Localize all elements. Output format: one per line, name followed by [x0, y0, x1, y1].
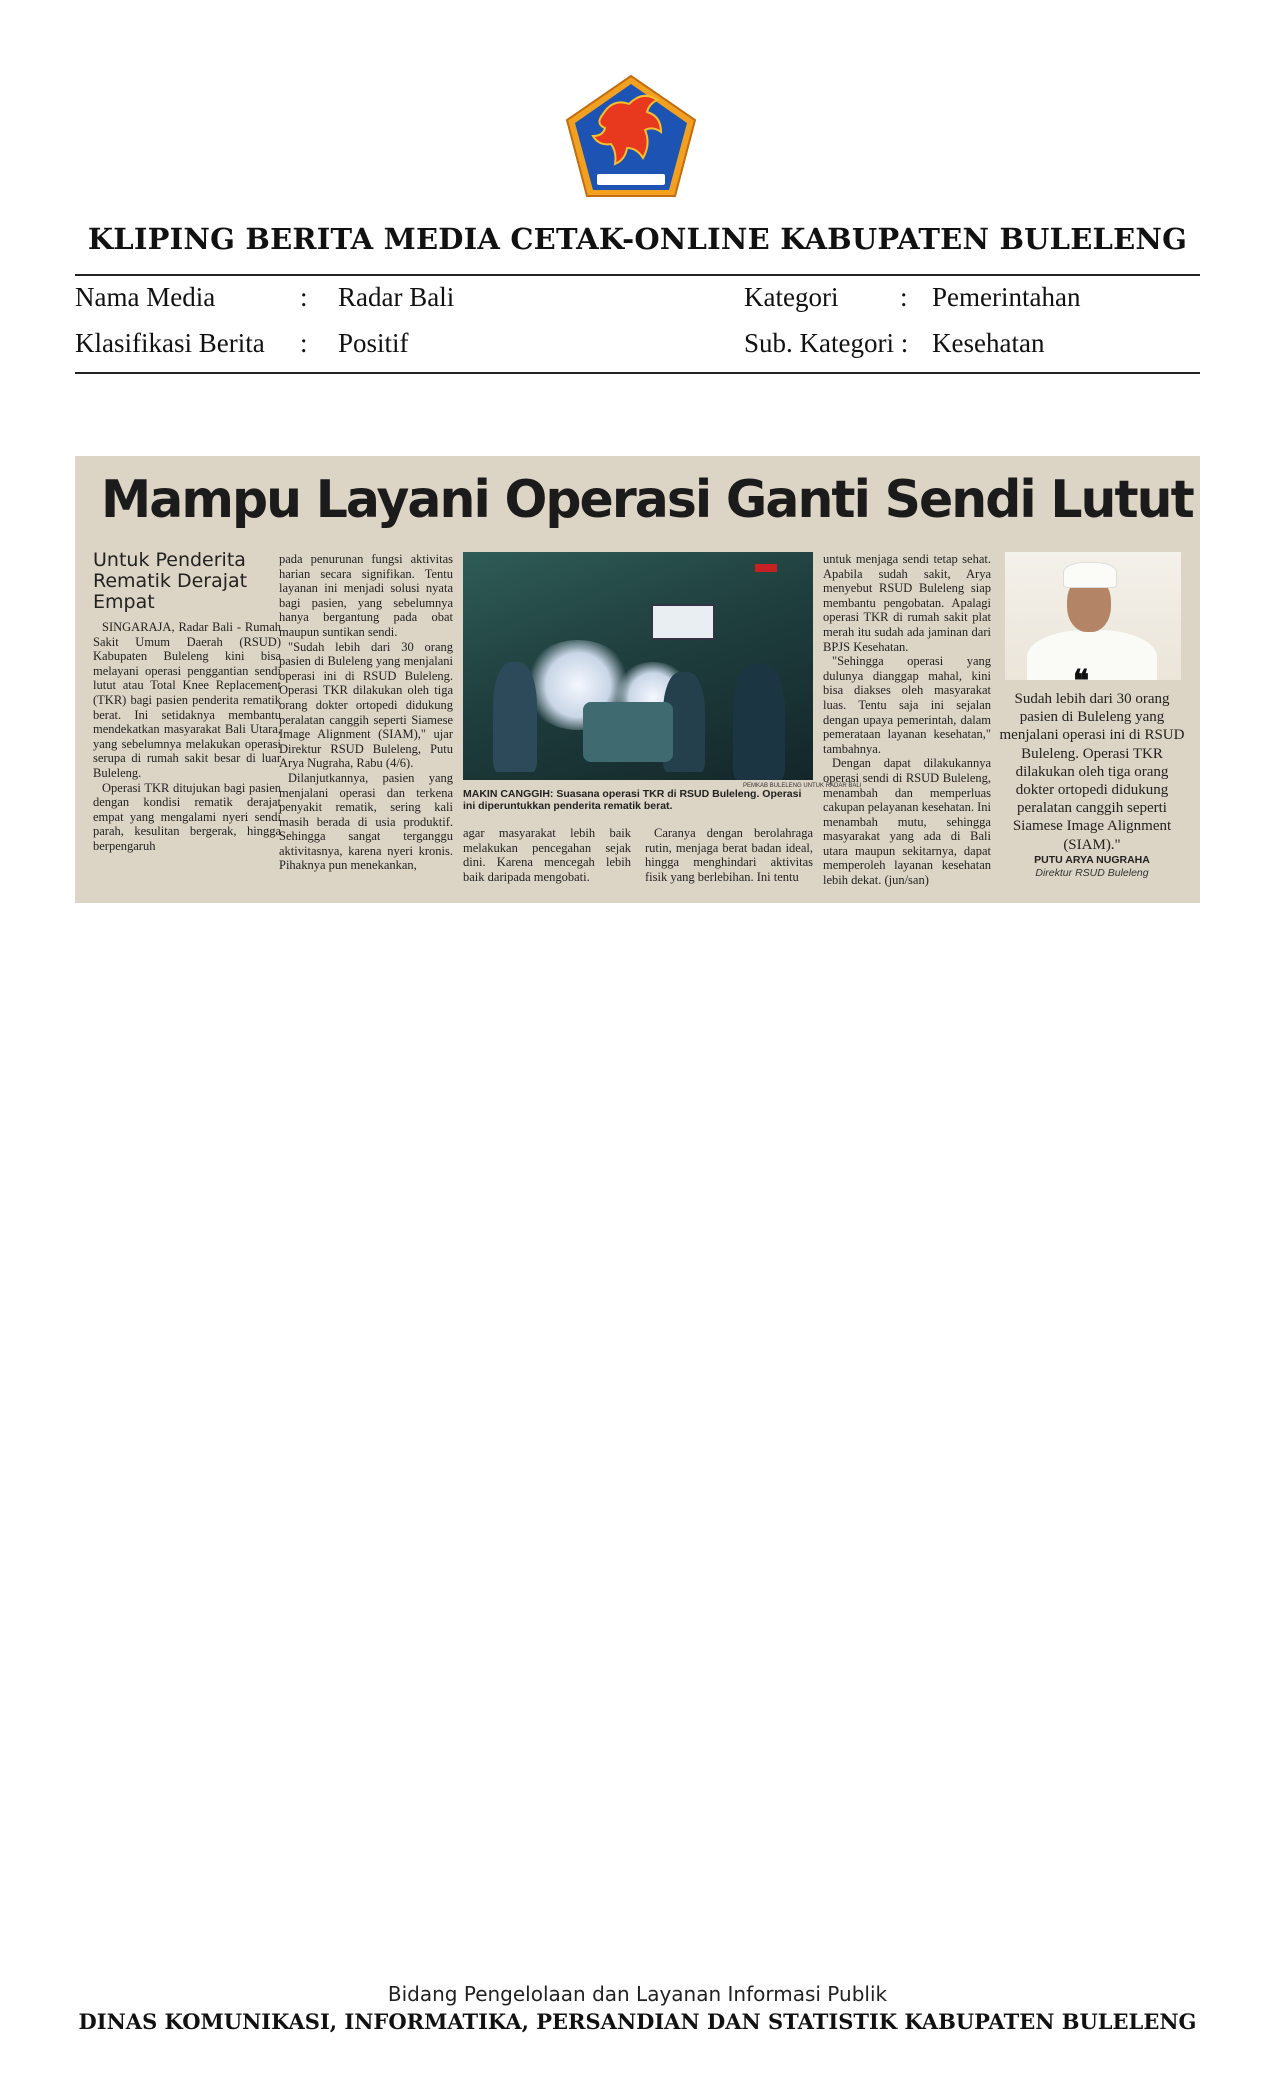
buleleng-logo: [563, 74, 699, 200]
article-paragraph: Dengan dapat dilakukannya operasi sendi di RSUD Buleleng, menambah dan memperluas cakupan pelayanan kesehatan. Ini menambah mutu, sehingga masyarakat yang ada di Bali utara maupun sekitarnya, dapat memperoleh layanan kesehatan lebih dekat. (jun/san): [823, 756, 991, 888]
klasifikasi-value: Positif: [338, 328, 409, 358]
pull-quote: Sudah lebih dari 30 orang pasien di Buleleng yang menjalani operasi ini di RSUD Buleleng. Operasi TKR dilakukan oleh tiga orang dokter ortopedi didukung peralatan canggih seperti Siamese Image Alignment (SIAM).": [999, 691, 1185, 853]
sub-kategori-label: Sub. Kategori :: [744, 328, 909, 358]
article-paragraph: "Sudah lebih dari 30 orang pasien di Buleleng yang menjalani operasi ini di RSUD Buleleng. Operasi TKR dilakukan oleh tiga orang dokter ortopedi didukung peralatan canggih seperti Siamese Image Alignment (SIAM)," ujar Direktur RSUD Buleleng, Putu Arya Nugraha, Rabu (4/6).: [279, 639, 453, 771]
kategori-label: Kategori: [744, 282, 839, 312]
article-headline: Mampu Layani Operasi Ganti Sendi Lutut: [101, 470, 1193, 530]
kategori-colon: :: [900, 282, 908, 312]
quote-icon: ❝: [1073, 664, 1090, 699]
pull-quote-name: PUTU ARYA NUGRAHA: [1034, 854, 1150, 866]
article-paragraph: Operasi TKR ditujukan bagi pasien dengan kondisi rematik derajat empat yang mengalami nyeri sendi parah, kesulitan bergerak, hingga berpengaruh: [93, 780, 281, 853]
nama-media-value: Radar Bali: [338, 282, 455, 312]
xray-monitor: [651, 604, 715, 640]
exit-sign: [755, 564, 777, 572]
photo-credit: PEMKAB BULELENG UNTUK RADAR BALI: [743, 783, 862, 789]
klasifikasi-colon: :: [300, 328, 308, 358]
article-column-1: [93, 620, 281, 900]
kategori-value: Pemerintahan: [932, 282, 1081, 312]
article-paragraph: "Sehingga operasi yang dulunya dianggap mahal, kini bisa diakses oleh masyarakat luas. Tentu saja ini sejalan dengan upaya pemerintah, dalam pemerataan layanan kesehatan," tambahnya.: [823, 654, 991, 756]
nama-media-label: Nama Media: [75, 282, 216, 312]
news-clipping: [75, 456, 1200, 903]
nama-media-colon: :: [300, 282, 308, 312]
article-paragraph: Caranya dengan berolahraga rutin, menjaga berat badan ideal, hingga menghindari aktivitas fisik yang berlebihan. Ini tentu: [645, 826, 813, 884]
surgeon-figure: [733, 664, 785, 780]
page-title: KLIPING BERITA MEDIA CETAK-ONLINE KABUPATEN BULELENG: [87, 222, 1188, 256]
surgeon-figure: [493, 662, 537, 772]
article-paragraph: untuk menjaga sendi tetap sehat. Apabila sudah sakit, Arya menyebut RSUD Buleleng siap membantu pengobatan. Apalagi operasi TKR di rumah sakit plat merah itu sudah ada jaminan dari BPJS Kesehatan.: [823, 552, 991, 654]
photo-caption: MAKIN CANGGIH: Suasana operasi TKR di RSUD Buleleng. Operasi ini diperuntukkan penderita rematik berat.: [463, 788, 802, 812]
operating-table: [583, 702, 673, 762]
pull-quote-role: Direktur RSUD Buleleng: [1035, 867, 1149, 879]
director-portrait: [1005, 552, 1181, 680]
footer-unit: Bidang Pengelolaan dan Layanan Informasi Publik: [387, 1982, 888, 2006]
article-column-4: [823, 552, 991, 898]
article-paragraph: Dilanjutkannya, pasien yang menjalani operasi dan terkena penyakit rematik, sering kali masih berada di usia produktif. Sehingga sangat terganggu aktivitasnya, karena nyeri kronis. Pihaknya pun menekankan,: [279, 770, 453, 873]
sub-kategori-value: Kesehatan: [932, 328, 1045, 358]
divider-top: [75, 274, 1200, 276]
article-paragraph: SINGARAJA, Radar Bali - Rumah Sakit Umum Daerah (RSUD) Kabupaten Buleleng kini bisa melayani operasi penggantian sendi lutut atau Total Knee Replacement (TKR) bagi pasien penderita rematik berat. Ini setidaknya membantu mendekatkan masyarakat Bali Utara, yang sebelumnya melakukan operasi serupa di rumah sakit besar di luar Buleleng.: [93, 620, 281, 780]
divider-bottom: [75, 372, 1200, 374]
surgery-photo: [463, 552, 813, 780]
klasifikasi-label: Klasifikasi Berita: [75, 328, 265, 358]
article-column-3a: [463, 826, 631, 900]
article-column-2: [279, 552, 453, 898]
article-subhead: Untuk Penderita Rematik Derajat Empat: [93, 549, 248, 613]
article-column-3b: [645, 826, 813, 900]
article-paragraph: agar masyarakat lebih baik melakukan pencegahan sejak dini. Karena mencegah lebih baik daripada mengobati.: [463, 826, 631, 884]
footer-agency: DINAS KOMUNIKASI, INFORMATIKA, PERSANDIAN DAN STATISTIK KABUPATEN BULELENG: [78, 2009, 1197, 2034]
article-paragraph: pada penurunan fungsi aktivitas harian secara signifikan. Tentu layanan ini menjadi solusi nyata bagi pasien, yang sebelumnya hanya bergantung pada obat maupun suntikan sendi.: [279, 552, 453, 639]
